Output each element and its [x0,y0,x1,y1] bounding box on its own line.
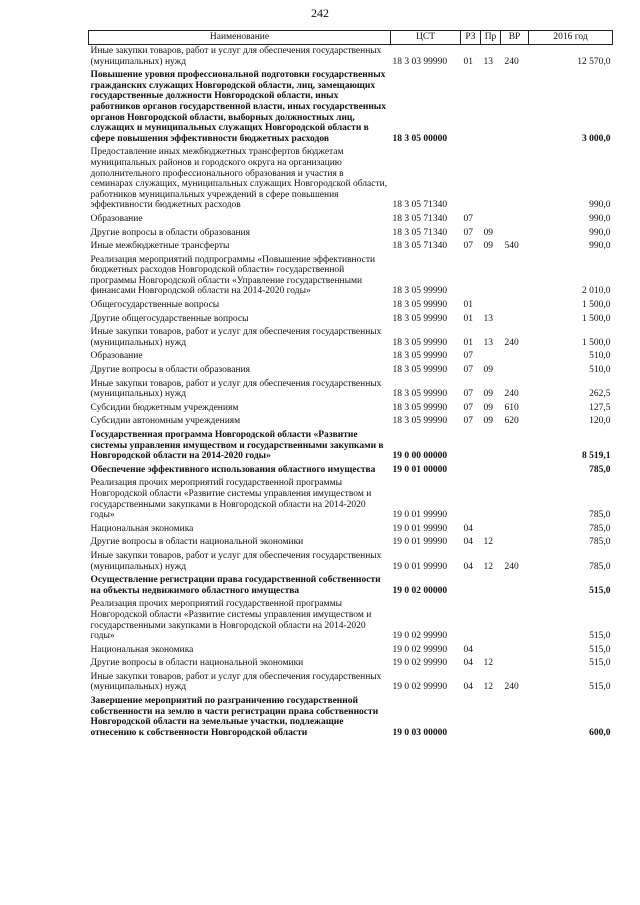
table-row [89,657,613,671]
row-rz: 04 [463,644,473,655]
row-name: Реализация прочих мероприятий государственной программы Новгородской области «Развитие системы управления имуществом и государственными закупками в Новгородской области на 2014-2020 годы» [90,478,372,521]
row-amount: 120,0 [589,416,611,427]
row-rz [461,574,481,598]
row-name: Другие вопросы в области национальной экономики [90,537,304,548]
row-amount: 785,0 [589,464,611,475]
row-rz [461,477,481,522]
row-name: Иные закупки товаров, работ и услуг для обеспечения государственных (муниципальных) нужд [90,378,382,400]
row-pr: 09 [483,227,493,238]
row-pr: 13 [483,313,493,324]
row-cst: 18 3 05 99990 [392,300,448,311]
row-cst: 18 3 05 71340 [392,227,448,238]
row-rz: 04 [463,682,473,693]
row-name: Осуществление регистрации права государственной собственности на объекты недвижимого областного имущества [90,575,381,596]
row-pr [481,254,501,299]
row-amount: 2 010,0 [582,286,611,297]
row-pr [481,213,501,227]
row-name: Субсидии бюджетным учреждениям [90,402,239,413]
table-row [89,477,613,522]
row-vr: 240 [504,389,519,400]
row-vr [501,644,529,658]
row-cst: 19 0 00 00000 [392,451,448,462]
row-rz: 04 [463,523,473,534]
row-vr [501,429,529,464]
row-amount: 990,0 [589,200,611,211]
row-amount: 785,0 [589,561,611,572]
row-cst: 18 3 05 71340 [392,213,448,224]
row-amount: 262,5 [589,389,611,400]
row-rz: 07 [463,416,473,427]
row-name: Другие вопросы в области образования [90,227,250,238]
row-name: Обеспечение эффективного использования областного имущества [90,464,376,475]
table-header-row [89,31,613,45]
row-name: Реализация прочих мероприятий государственной программы Новгородской области «Развитие системы управления имуществом и государственными закупками в Новгородской области на 2014-2020 годы» [90,599,372,642]
table-row-section [89,695,613,740]
row-amount: 785,0 [589,523,611,534]
row-rz: 07 [463,213,473,224]
row-pr [481,574,501,598]
row-cst: 18 3 05 99990 [392,402,448,413]
row-amount: 785,0 [589,537,611,548]
row-cst: 19 0 01 99990 [392,537,448,548]
row-cst: 18 3 03 99990 [392,56,448,67]
row-name: Общегосударственные вопросы [90,300,220,311]
row-name: Национальная экономика [90,523,194,534]
row-pr [481,299,501,313]
table-row [89,364,613,378]
row-amount: 785,0 [589,510,611,521]
row-vr [501,254,529,299]
row-pr [481,523,501,537]
table-row [89,146,613,213]
row-amount: 600,0 [589,727,611,738]
table-row [89,644,613,658]
row-pr: 09 [483,389,493,400]
row-pr: 09 [483,416,493,427]
row-pr: 09 [483,365,493,376]
row-vr: 240 [504,56,519,67]
row-name: Образование [90,351,143,362]
row-cst: 19 0 02 99990 [392,682,448,693]
row-cst: 18 3 05 99990 [392,337,448,348]
row-amount: 1 500,0 [582,313,611,324]
row-pr: 12 [483,658,493,669]
row-rz: 07 [463,402,473,413]
row-rz [461,695,481,740]
row-cst: 18 3 05 99990 [392,389,448,400]
row-amount: 8 519,1 [582,451,611,462]
table-row [89,523,613,537]
table-row [89,536,613,550]
row-amount: 515,0 [589,631,611,642]
row-vr [501,213,529,227]
table-row [89,378,613,402]
row-pr: 12 [483,682,493,693]
row-rz [461,598,481,643]
row-rz [461,146,481,213]
table-row [89,227,613,241]
row-cst: 19 0 03 00000 [392,727,448,738]
row-vr [501,350,529,364]
row-cst: 18 3 05 99990 [392,365,448,376]
row-rz: 07 [463,389,473,400]
row-cst: 18 3 05 99990 [392,313,448,324]
row-pr [481,464,501,478]
table-row [89,671,613,695]
row-rz [461,464,481,478]
row-name: Иные межбюджетные трансферты [90,241,230,252]
row-pr: 13 [483,337,493,348]
row-pr [481,350,501,364]
row-name: Национальная экономика [90,644,194,655]
row-vr [501,523,529,537]
header-name: Наименование [89,31,391,45]
row-name: Иные закупки товаров, работ и услуг для обеспечения государственных (муниципальных) нужд [90,550,382,572]
row-cst: 19 0 02 99990 [392,658,448,669]
row-rz: 04 [463,658,473,669]
row-rz: 01 [463,56,473,67]
row-vr [501,299,529,313]
row-cst: 18 3 05 99990 [392,416,448,427]
page-number: 242 [311,6,329,20]
table-row-section [89,429,613,464]
table-row [89,299,613,313]
row-cst: 19 0 01 99990 [392,510,448,521]
header-cst: ЦСТ [391,31,461,45]
row-amount: 515,0 [589,658,611,669]
budget-table [88,30,613,740]
row-vr: 540 [504,241,519,252]
row-cst: 19 0 02 00000 [392,585,448,596]
row-pr: 12 [483,561,493,572]
row-amount: 1 500,0 [582,300,611,311]
row-vr [501,598,529,643]
row-amount: 127,5 [589,402,611,413]
row-pr [481,69,501,146]
row-rz [461,254,481,299]
row-rz: 01 [463,337,473,348]
row-vr [501,477,529,522]
table-row [89,550,613,574]
row-name: Иные закупки товаров, работ и услуг для обеспечения государственных (муниципальных) нужд [90,46,382,67]
row-vr: 620 [504,416,519,427]
row-rz: 01 [463,300,473,311]
row-name: Предоставление иных межбюджетных трансфертов бюджетам муниципальных районов и городского округа на организацию дополнительного профессионального образования и участия в семинарах служащих, муниципальных служащих Новгородской области, работников муниципальных учреждений в сфере повышения эффективности бюджетных расходов [90,147,388,211]
row-pr [481,598,501,643]
row-pr [481,477,501,522]
row-rz: 07 [463,241,473,252]
row-vr [501,146,529,213]
table-row [89,415,613,429]
row-vr [501,69,529,146]
row-amount: 515,0 [589,644,611,655]
row-vr [501,574,529,598]
row-amount: 990,0 [589,213,611,224]
row-cst: 19 0 02 99990 [392,644,448,655]
row-cst: 18 3 05 71340 [392,200,448,211]
table-row [89,45,613,70]
row-amount: 12 570,0 [577,56,611,67]
table-row-section [89,574,613,598]
row-amount: 510,0 [589,365,611,376]
row-vr: 610 [504,402,519,413]
table-row [89,326,613,350]
row-rz: 04 [463,537,473,548]
row-rz: 07 [463,227,473,238]
row-vr: 240 [504,337,519,348]
row-rz [461,429,481,464]
row-vr: 240 [504,682,519,693]
row-amount: 515,0 [589,682,611,693]
table-row [89,213,613,227]
row-name: Другие вопросы в области образования [90,365,250,376]
row-amount: 510,0 [589,351,611,362]
table-row [89,240,613,254]
table-row [89,402,613,416]
header-year: 2016 год [529,31,613,45]
row-cst: 18 3 05 71340 [392,241,448,252]
row-amount: 515,0 [589,585,611,596]
row-pr: 13 [483,56,493,67]
row-pr [481,429,501,464]
row-name: Субсидии автономным учреждениям [90,416,241,427]
row-cst: 18 3 05 99990 [392,351,448,362]
header-rz: РЗ [461,31,481,45]
row-name: Государственная программа Новгородской области «Развитие системы управления имуществом и государственными закупками в Новгородской области на 2014-2020 годы» [90,430,384,462]
row-vr [501,536,529,550]
row-vr [501,313,529,327]
header-pr: Пр [481,31,501,45]
row-cst: 19 0 01 99990 [392,561,448,572]
row-rz: 01 [463,313,473,324]
row-name: Повышение уровня профессиональной подготовки государственных гражданских служащих Новгородской области, лиц, замещающих государственные должности Новгородской области, иных работников органов государственной власти, иных государственных органов Новгородской области, выборных должностных лиц, служащих и муниципальных служащих Новгородской области в сфере повышения эффективности бюджетных расходов [90,70,386,144]
row-pr [481,695,501,740]
table-row-section [89,69,613,146]
row-pr [481,146,501,213]
row-pr: 12 [483,537,493,548]
row-name: Другие вопросы в области национальной экономики [90,658,304,669]
table-body [89,45,613,741]
table-row [89,598,613,643]
table-row [89,313,613,327]
row-rz: 07 [463,365,473,376]
row-cst: 18 3 05 99990 [392,286,448,297]
row-amount: 990,0 [589,241,611,252]
row-name: Реализация мероприятий подпрограммы «Повышение эффективности бюджетных расходов Новгородской области» государственной программы Новгородской области «Управление государственными финансами Новгородской области на 2014-2020 годы» [90,254,376,297]
table-row [89,254,613,299]
row-cst: 19 0 01 00000 [392,464,448,475]
row-pr [481,644,501,658]
row-amount: 3 000,0 [582,133,611,144]
row-vr: 240 [504,561,519,572]
row-pr: 09 [483,402,493,413]
row-rz [461,69,481,146]
row-rz: 04 [463,561,473,572]
row-vr [501,695,529,740]
row-name: Образование [90,213,143,224]
table-row [89,350,613,364]
table-row-section [89,464,613,478]
row-amount: 990,0 [589,227,611,238]
row-vr [501,364,529,378]
row-name: Иные закупки товаров, работ и услуг для обеспечения государственных (муниципальных) нужд [90,327,382,348]
row-name: Другие общегосударственные вопросы [90,313,249,324]
row-cst: 19 0 01 99990 [392,523,448,534]
row-rz: 07 [463,351,473,362]
row-cst: 18 3 05 00000 [392,133,448,144]
header-vr: ВР [501,31,529,45]
row-vr [501,657,529,671]
row-amount: 1 500,0 [582,337,611,348]
row-cst: 19 0 02 99990 [392,631,448,642]
row-vr [501,464,529,478]
row-name: Завершение мероприятий по разграничению государственной собственности на землю в части регистрации права собственности Новгородской области на земельные участки, подлежащие отнесению к собственности Новгородской области [90,696,379,738]
row-vr [501,227,529,241]
row-pr: 09 [483,241,493,252]
row-name: Иные закупки товаров, работ и услуг для обеспечения государственных (муниципальных) нужд [90,671,382,693]
